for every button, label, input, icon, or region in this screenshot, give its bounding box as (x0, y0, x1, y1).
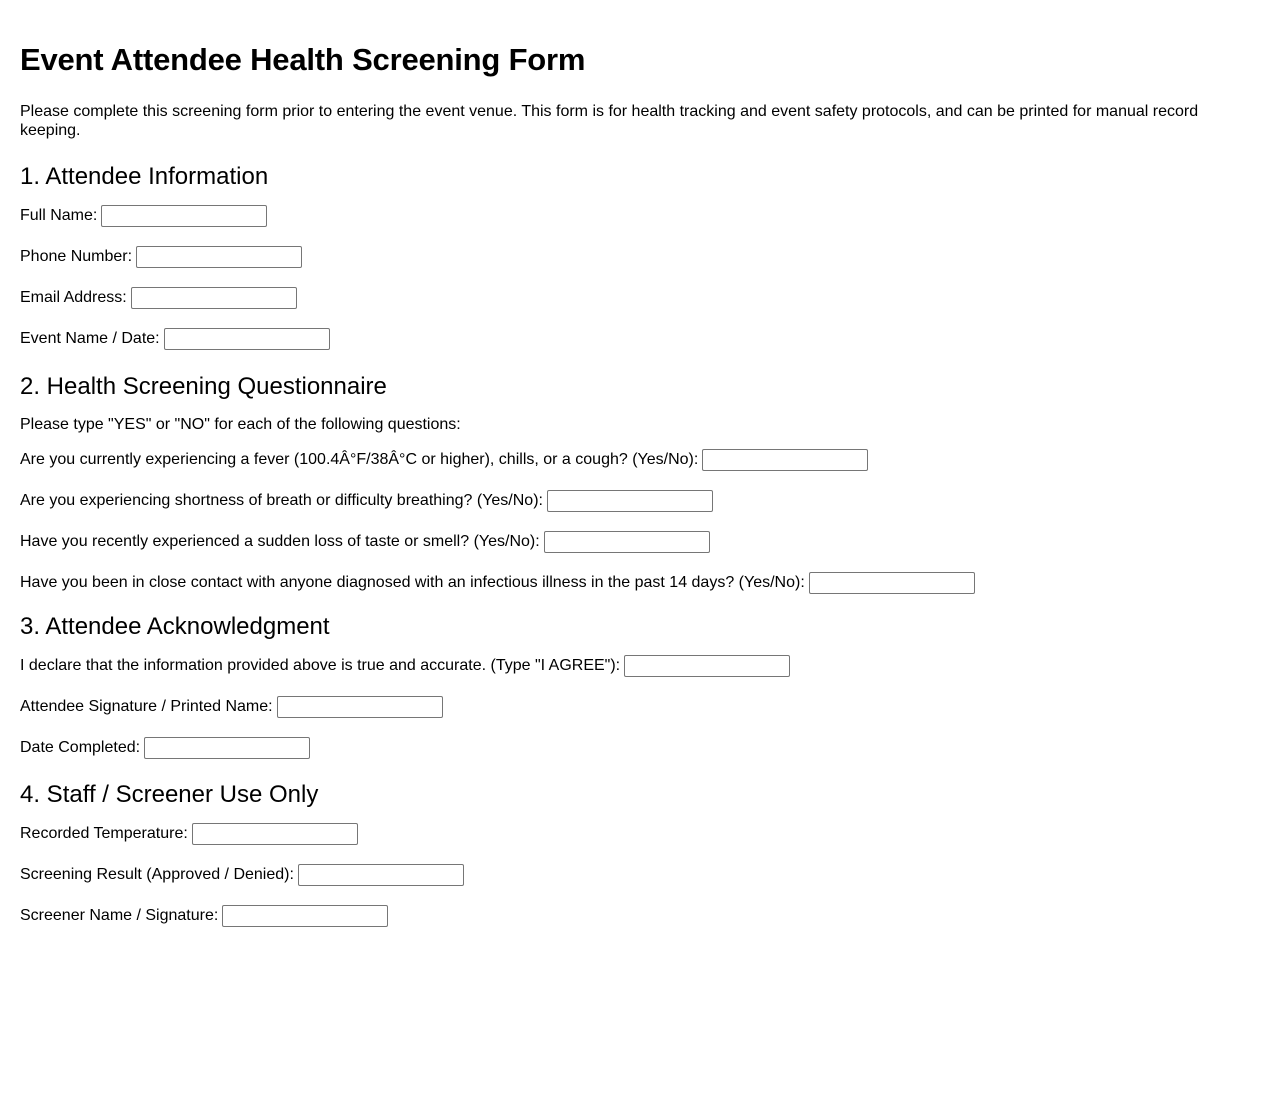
section-heading-attendee-information: 1. Attendee Information (20, 163, 269, 190)
section-heading-acknowledgment: 3. Attendee Acknowledgment (20, 613, 330, 640)
email-address-label: Email Address: (20, 289, 127, 306)
event-name-date-label: Event Name / Date: (20, 330, 160, 347)
page-title: Event Attendee Health Screening Form (20, 42, 586, 77)
full-name-input[interactable] (101, 205, 267, 227)
field-row-full-name (20, 204, 1242, 227)
attendee-signature-label: Attendee Signature / Printed Name: (20, 698, 273, 715)
field-row-date-completed (20, 736, 1242, 759)
phone-number-input[interactable] (136, 246, 302, 268)
phone-number-label: Phone Number: (20, 248, 133, 265)
field-row-contact-question (20, 571, 1242, 594)
recorded-temperature-label: Recorded Temperature: (20, 825, 188, 842)
attendee-signature-input[interactable] (277, 696, 443, 718)
form-intro: Please complete this screening form prior to entering the event venue. This form is for health tracking and event safety protocols, and can be printed for manual record keeping. (20, 103, 1199, 139)
field-row-recorded-temperature (20, 822, 1242, 845)
field-row-event-name-date (20, 327, 1242, 350)
field-row-email-address (20, 286, 1242, 309)
field-row-breathing-question (20, 489, 1242, 512)
screening-result-input[interactable] (298, 864, 464, 886)
fever-question-input[interactable] (702, 449, 868, 471)
section-heading-health-screening: 2. Health Screening Questionnaire (20, 373, 387, 400)
field-row-phone-number (20, 245, 1242, 268)
breathing-question-label: Are you experiencing shortness of breath or difficulty breathing? (Yes/No): (20, 492, 543, 509)
event-name-date-input[interactable] (164, 328, 330, 350)
field-row-screening-result (20, 863, 1242, 886)
contact-question-label: Have you been in close contact with anyone diagnosed with an infectious illness in the past 14 days? (Yes/No): (20, 574, 805, 591)
contact-question-input[interactable] (809, 572, 975, 594)
recorded-temperature-input[interactable] (192, 823, 358, 845)
taste-smell-question-input[interactable] (544, 531, 710, 553)
screener-name-label: Screener Name / Signature: (20, 907, 219, 924)
field-row-taste-smell-question (20, 530, 1242, 553)
screening-instructions: Please type "YES" or "NO" for each of the following questions: (20, 416, 461, 433)
section-heading-staff-use: 4. Staff / Screener Use Only (20, 781, 319, 808)
fever-question-label: Are you currently experiencing a fever (100.4Â°F/38Â°C or higher), chills, or a cough? (Yes/No): (20, 451, 699, 468)
field-row-fever-question (20, 448, 1242, 471)
agree-declaration-input[interactable] (624, 655, 790, 677)
date-completed-label: Date Completed: (20, 739, 141, 756)
agree-declaration-label: I declare that the information provided above is true and accurate. (Type "I AGREE"): (20, 657, 621, 674)
field-row-screener-name (20, 904, 1242, 927)
date-completed-input[interactable] (144, 737, 310, 759)
email-address-input[interactable] (131, 287, 297, 309)
field-row-agree-declaration (20, 654, 1242, 677)
full-name-label: Full Name: (20, 207, 98, 224)
screening-result-label: Screening Result (Approved / Denied): (20, 866, 294, 883)
breathing-question-input[interactable] (547, 490, 713, 512)
field-row-attendee-signature (20, 695, 1242, 718)
taste-smell-question-label: Have you recently experienced a sudden loss of taste or smell? (Yes/No): (20, 533, 540, 550)
screener-name-input[interactable] (222, 905, 388, 927)
